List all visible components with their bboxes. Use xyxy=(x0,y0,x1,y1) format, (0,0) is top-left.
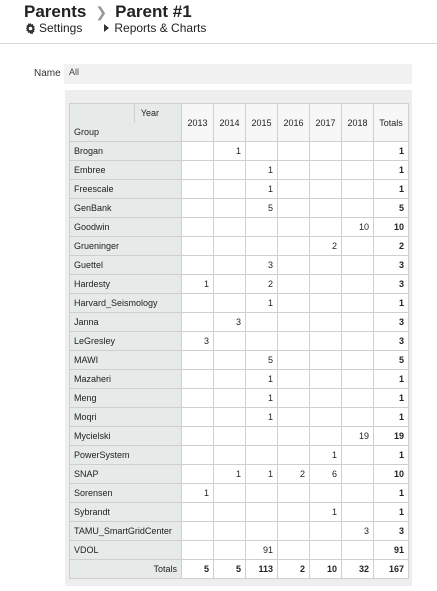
count-cell xyxy=(246,503,278,522)
count-cell xyxy=(182,370,214,389)
group-name-cell: PowerSystem xyxy=(70,446,182,465)
count-cell xyxy=(310,370,342,389)
count-cell: 5 xyxy=(246,351,278,370)
count-cell xyxy=(278,180,310,199)
count-cell: 1 xyxy=(214,465,246,484)
count-cell: 2 xyxy=(278,465,310,484)
count-cell xyxy=(182,180,214,199)
count-cell xyxy=(278,332,310,351)
count-cell xyxy=(246,237,278,256)
count-cell xyxy=(182,313,214,332)
table-row xyxy=(70,541,409,560)
count-cell xyxy=(278,218,310,237)
grand-total-cell: 167 xyxy=(374,560,409,579)
row-total-cell: 1 xyxy=(374,142,409,161)
count-cell: 3 xyxy=(214,313,246,332)
count-cell xyxy=(214,218,246,237)
row-total-cell: 1 xyxy=(374,484,409,503)
count-cell xyxy=(182,161,214,180)
count-cell xyxy=(182,237,214,256)
breadcrumb xyxy=(24,2,192,22)
count-cell: 10 xyxy=(342,218,374,237)
count-cell xyxy=(278,370,310,389)
count-cell xyxy=(342,142,374,161)
count-cell xyxy=(310,332,342,351)
group-name-cell: SNAP xyxy=(70,465,182,484)
count-cell xyxy=(182,256,214,275)
count-cell xyxy=(278,522,310,541)
group-name-cell: Grueninger xyxy=(70,237,182,256)
row-total-cell: 1 xyxy=(374,180,409,199)
group-name-cell: Mazaheri xyxy=(70,370,182,389)
count-cell xyxy=(310,218,342,237)
count-cell xyxy=(310,427,342,446)
reports-charts-link[interactable] xyxy=(104,21,206,35)
count-cell xyxy=(278,237,310,256)
group-name-cell: Sybrandt xyxy=(70,503,182,522)
count-cell xyxy=(278,161,310,180)
count-cell xyxy=(182,389,214,408)
year-header: 2016 xyxy=(278,104,310,142)
count-cell xyxy=(246,484,278,503)
footer-total-cell: 5 xyxy=(214,560,246,579)
count-cell xyxy=(342,351,374,370)
count-cell: 1 xyxy=(246,370,278,389)
count-cell xyxy=(342,256,374,275)
count-cell xyxy=(278,389,310,408)
row-total-cell: 1 xyxy=(374,161,409,180)
row-total-cell: 3 xyxy=(374,522,409,541)
count-cell xyxy=(214,446,246,465)
count-cell: 1 xyxy=(246,389,278,408)
row-total-cell: 1 xyxy=(374,408,409,427)
table-row xyxy=(70,218,409,237)
row-total-cell: 19 xyxy=(374,427,409,446)
count-cell xyxy=(278,427,310,446)
count-cell xyxy=(214,522,246,541)
count-cell xyxy=(278,446,310,465)
table-row xyxy=(70,237,409,256)
count-cell xyxy=(182,199,214,218)
count-cell: 2 xyxy=(246,275,278,294)
page-title: Parent #1 xyxy=(115,2,192,21)
count-cell xyxy=(214,389,246,408)
table-row xyxy=(70,180,409,199)
count-cell xyxy=(310,484,342,503)
table-row xyxy=(70,313,409,332)
count-cell: 1 xyxy=(310,503,342,522)
year-header: 2018 xyxy=(342,104,374,142)
count-cell xyxy=(342,503,374,522)
group-name-cell: Meng xyxy=(70,389,182,408)
count-cell xyxy=(310,313,342,332)
count-cell xyxy=(342,313,374,332)
count-cell xyxy=(342,484,374,503)
group-name-cell: Guettel xyxy=(70,256,182,275)
count-cell: 1 xyxy=(310,446,342,465)
count-cell xyxy=(342,465,374,484)
table-row xyxy=(70,522,409,541)
reports-charts-label: Reports & Charts xyxy=(114,21,207,35)
group-name-cell: MAWI xyxy=(70,351,182,370)
table-row xyxy=(70,275,409,294)
count-cell xyxy=(246,142,278,161)
count-cell xyxy=(246,446,278,465)
group-name-cell: TAMU_SmartGridCenter xyxy=(70,522,182,541)
chevron-right-icon: ❯ xyxy=(95,3,108,20)
year-header: 2013 xyxy=(182,104,214,142)
table-row xyxy=(70,332,409,351)
footer-total-cell: 2 xyxy=(278,560,310,579)
footer-total-cell: 32 xyxy=(342,560,374,579)
count-cell: 1 xyxy=(246,465,278,484)
count-cell xyxy=(310,351,342,370)
settings-link[interactable] xyxy=(25,21,82,35)
row-total-cell: 2 xyxy=(374,237,409,256)
count-cell xyxy=(214,161,246,180)
count-cell: 1 xyxy=(246,294,278,313)
count-cell xyxy=(214,370,246,389)
row-total-cell: 1 xyxy=(374,294,409,313)
count-cell xyxy=(182,427,214,446)
count-cell xyxy=(182,541,214,560)
count-cell xyxy=(214,484,246,503)
count-cell: 1 xyxy=(246,408,278,427)
count-cell xyxy=(310,389,342,408)
subnav xyxy=(25,21,206,35)
count-cell xyxy=(342,389,374,408)
group-name-cell: Sorensen xyxy=(70,484,182,503)
group-axis-label: Group xyxy=(74,127,100,137)
count-cell xyxy=(310,408,342,427)
table-row xyxy=(70,199,409,218)
count-cell xyxy=(342,370,374,389)
row-total-cell: 3 xyxy=(374,256,409,275)
row-total-cell: 1 xyxy=(374,503,409,522)
count-cell xyxy=(246,427,278,446)
count-cell xyxy=(310,142,342,161)
count-cell xyxy=(182,408,214,427)
count-cell xyxy=(182,294,214,313)
count-cell xyxy=(278,294,310,313)
group-name-cell: Harvard_Seismology xyxy=(70,294,182,313)
count-cell xyxy=(310,256,342,275)
table-row xyxy=(70,142,409,161)
count-cell xyxy=(342,541,374,560)
report-table-container xyxy=(65,90,412,586)
count-cell: 3 xyxy=(342,522,374,541)
count-cell xyxy=(246,218,278,237)
gear-icon xyxy=(25,23,36,34)
count-cell xyxy=(214,503,246,522)
count-cell: 1 xyxy=(246,161,278,180)
group-name-cell: Hardesty xyxy=(70,275,182,294)
row-total-cell: 10 xyxy=(374,465,409,484)
count-cell xyxy=(310,199,342,218)
row-total-cell: 5 xyxy=(374,199,409,218)
count-cell xyxy=(310,541,342,560)
count-cell xyxy=(214,332,246,351)
count-cell xyxy=(342,237,374,256)
table-row xyxy=(70,351,409,370)
count-cell xyxy=(214,408,246,427)
group-name-cell: Embree xyxy=(70,161,182,180)
count-cell xyxy=(342,161,374,180)
count-cell: 1 xyxy=(214,142,246,161)
count-cell xyxy=(214,541,246,560)
table-row xyxy=(70,465,409,484)
count-cell xyxy=(310,180,342,199)
count-cell xyxy=(278,351,310,370)
row-total-cell: 1 xyxy=(374,389,409,408)
count-cell xyxy=(278,408,310,427)
row-total-cell: 3 xyxy=(374,275,409,294)
year-header: 2017 xyxy=(310,104,342,142)
group-name-cell: LeGresley xyxy=(70,332,182,351)
count-cell xyxy=(214,199,246,218)
table-row xyxy=(70,408,409,427)
count-cell xyxy=(278,256,310,275)
table-header-row xyxy=(70,104,409,142)
table-row xyxy=(70,161,409,180)
group-name-cell: Moqri xyxy=(70,408,182,427)
count-cell xyxy=(246,522,278,541)
table-row xyxy=(70,503,409,522)
name-filter-label: Name xyxy=(34,68,61,79)
table-row xyxy=(70,484,409,503)
count-cell: 3 xyxy=(182,332,214,351)
group-name-cell: Janna xyxy=(70,313,182,332)
count-cell xyxy=(182,446,214,465)
count-cell xyxy=(278,199,310,218)
count-cell xyxy=(182,351,214,370)
count-cell xyxy=(214,237,246,256)
footer-total-cell: 10 xyxy=(310,560,342,579)
count-cell xyxy=(214,180,246,199)
group-name-cell: Freescale xyxy=(70,180,182,199)
row-total-cell: 3 xyxy=(374,332,409,351)
count-cell xyxy=(214,294,246,313)
count-cell xyxy=(278,541,310,560)
count-cell xyxy=(342,180,374,199)
totals-header: Totals xyxy=(374,104,409,142)
row-total-cell: 10 xyxy=(374,218,409,237)
table-corner-cell xyxy=(70,104,182,142)
count-cell xyxy=(278,275,310,294)
count-cell xyxy=(182,218,214,237)
count-cell xyxy=(310,275,342,294)
name-filter-field[interactable]: All xyxy=(64,64,412,84)
caret-right-icon xyxy=(104,24,109,32)
count-cell xyxy=(342,332,374,351)
count-cell xyxy=(214,351,246,370)
count-cell xyxy=(278,484,310,503)
count-cell xyxy=(278,503,310,522)
row-total-cell: 1 xyxy=(374,446,409,465)
count-cell: 19 xyxy=(342,427,374,446)
row-total-cell: 5 xyxy=(374,351,409,370)
table-row xyxy=(70,256,409,275)
report-table xyxy=(69,103,409,579)
count-cell xyxy=(310,294,342,313)
count-cell xyxy=(182,142,214,161)
breadcrumb-parents-link[interactable]: Parents xyxy=(24,2,87,21)
count-cell xyxy=(182,522,214,541)
footer-totals-label: Totals xyxy=(70,560,182,579)
table-row xyxy=(70,427,409,446)
group-name-cell: VDOL xyxy=(70,541,182,560)
count-cell xyxy=(214,427,246,446)
count-cell: 5 xyxy=(246,199,278,218)
count-cell xyxy=(214,256,246,275)
count-cell xyxy=(342,199,374,218)
group-name-cell: Brogan xyxy=(70,142,182,161)
table-row xyxy=(70,294,409,313)
count-cell xyxy=(342,275,374,294)
count-cell xyxy=(342,446,374,465)
count-cell xyxy=(246,332,278,351)
count-cell xyxy=(310,522,342,541)
count-cell xyxy=(278,313,310,332)
group-name-cell: Mycielski xyxy=(70,427,182,446)
table-body xyxy=(70,142,409,560)
table-footer-row xyxy=(70,560,409,579)
count-cell: 91 xyxy=(246,541,278,560)
row-total-cell: 1 xyxy=(374,370,409,389)
row-total-cell: 91 xyxy=(374,541,409,560)
page-header xyxy=(0,0,437,44)
year-axis-label: Year xyxy=(140,108,159,118)
count-cell xyxy=(182,503,214,522)
count-cell: 1 xyxy=(182,275,214,294)
table-row xyxy=(70,389,409,408)
table-row xyxy=(70,446,409,465)
footer-total-cell: 5 xyxy=(182,560,214,579)
count-cell: 2 xyxy=(310,237,342,256)
footer-total-cell: 113 xyxy=(246,560,278,579)
year-header: 2015 xyxy=(246,104,278,142)
count-cell xyxy=(182,465,214,484)
count-cell xyxy=(342,294,374,313)
group-name-cell: Goodwin xyxy=(70,218,182,237)
count-cell: 1 xyxy=(246,180,278,199)
count-cell: 6 xyxy=(310,465,342,484)
count-cell xyxy=(246,313,278,332)
group-name-cell: GenBank xyxy=(70,199,182,218)
year-header: 2014 xyxy=(214,104,246,142)
settings-label: Settings xyxy=(39,21,83,35)
count-cell: 1 xyxy=(182,484,214,503)
count-cell xyxy=(342,408,374,427)
table-row xyxy=(70,370,409,389)
count-cell xyxy=(278,142,310,161)
count-cell: 3 xyxy=(246,256,278,275)
count-cell xyxy=(310,161,342,180)
row-total-cell: 3 xyxy=(374,313,409,332)
count-cell xyxy=(214,275,246,294)
